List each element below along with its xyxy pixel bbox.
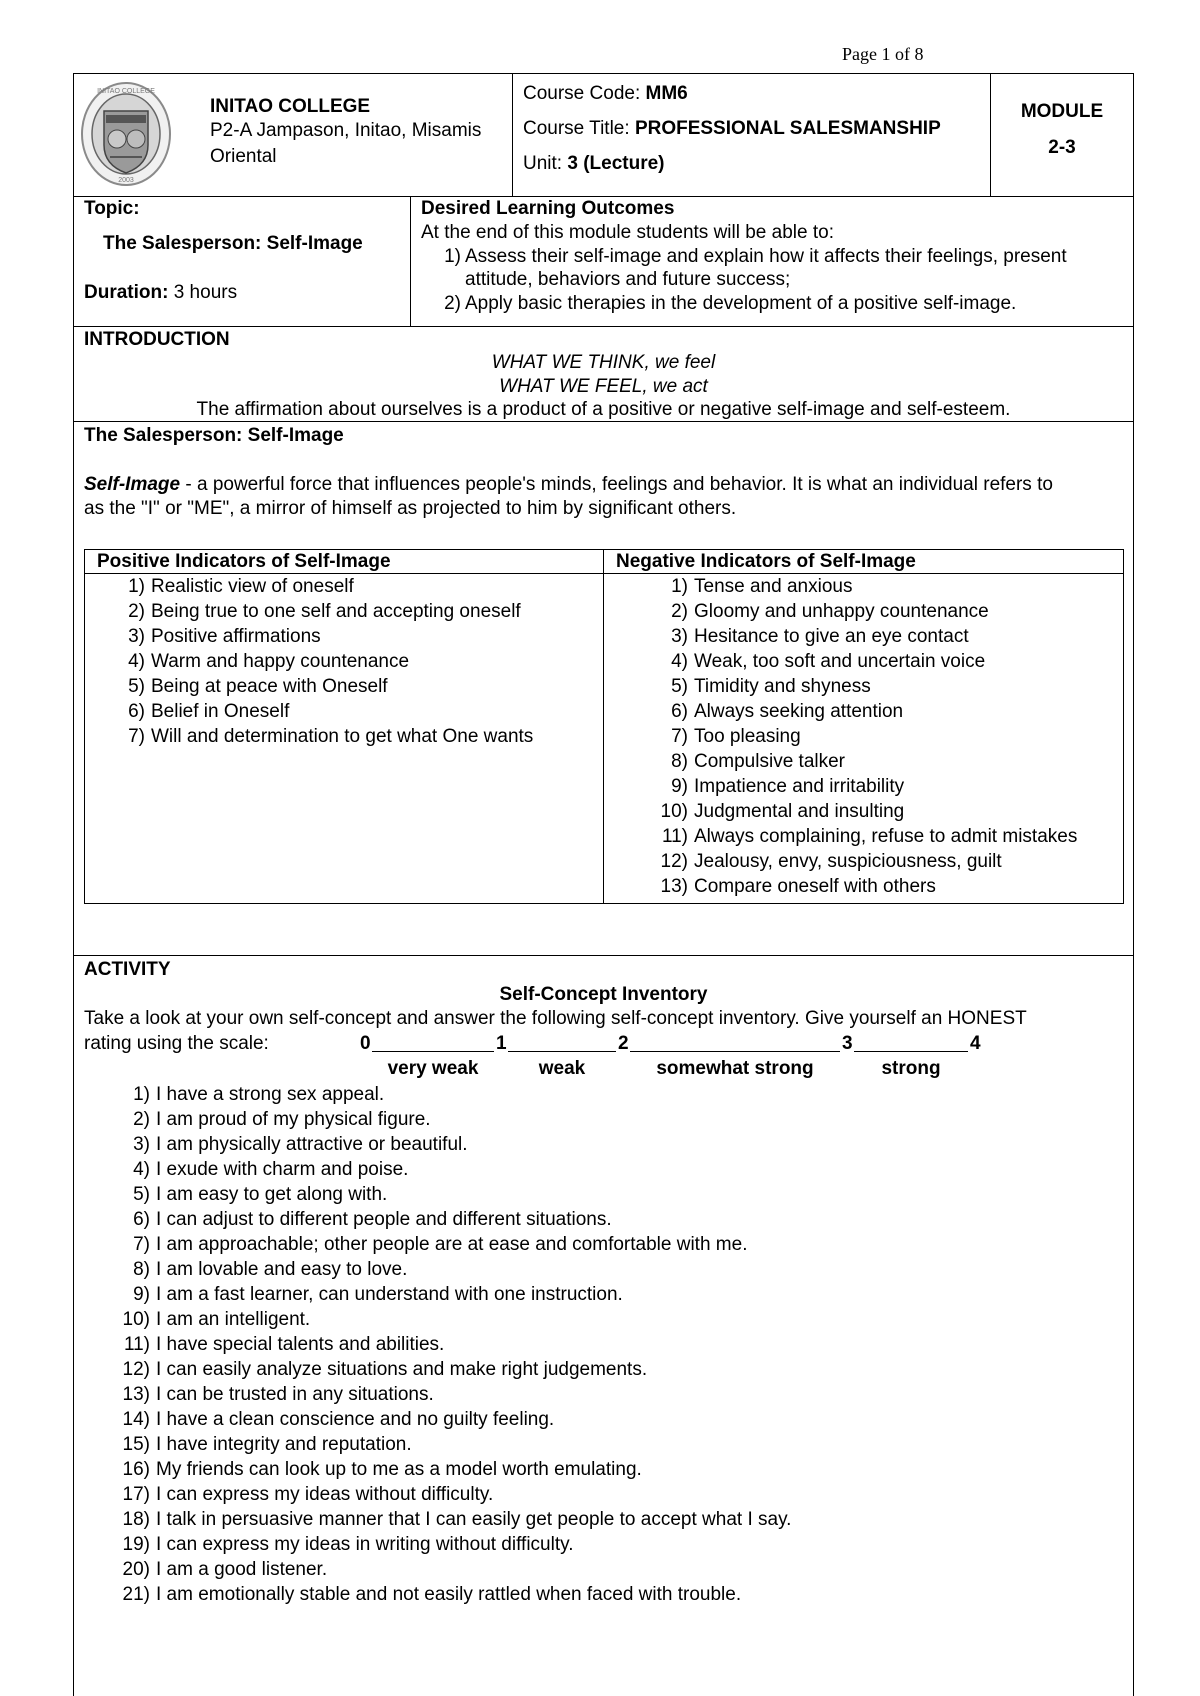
course-code-value: MM6	[645, 83, 688, 104]
indicators-table	[84, 549, 1124, 904]
list-item	[84, 1582, 791, 1607]
item-text: I have integrity and reputation.	[156, 1434, 412, 1455]
list-item	[84, 1082, 791, 1107]
rule-top	[73, 73, 1134, 74]
list-item	[84, 1507, 791, 1532]
item-text: I am physically attractive or beautiful.	[156, 1134, 468, 1155]
item-text: Tense and anxious	[694, 576, 853, 597]
item-number: 10)	[660, 801, 688, 822]
item-number: 7)	[133, 1234, 150, 1255]
list-item	[121, 574, 603, 599]
item-number: 6)	[133, 1209, 150, 1230]
item-text: My friends can look up to me as a model worth emulating.	[156, 1459, 642, 1480]
scale-line	[508, 1051, 616, 1052]
list-item	[84, 1307, 791, 1332]
rule-topic-divider	[410, 196, 411, 326]
negative-indicators-header: Negative Indicators of Self-Image	[604, 550, 1124, 574]
item-number: 13)	[660, 876, 688, 897]
item-text: I am proud of my physical figure.	[156, 1109, 431, 1130]
rule-content-bottom	[73, 955, 1134, 956]
scale-number-3: 3	[842, 1033, 853, 1054]
college-seal-logo	[80, 81, 172, 187]
course-title	[523, 118, 941, 141]
list-item	[648, 724, 1123, 749]
list-item	[648, 649, 1123, 674]
outcome-number: 1)	[444, 246, 461, 267]
unit	[523, 153, 665, 176]
item-text: Belief in Oneself	[151, 701, 290, 722]
topic-label: Topic:	[84, 198, 140, 219]
list-item	[648, 624, 1123, 649]
outcome-text-line1: Apply basic therapies in the development of a positive self-image.	[465, 293, 1017, 314]
introduction-line2: WHAT WE FEEL, we act	[499, 376, 708, 397]
item-text: I am easy to get along with.	[156, 1184, 388, 1205]
list-item	[84, 1357, 791, 1382]
scale-label-weak: weak	[538, 1058, 586, 1079]
item-text: I am a good listener.	[156, 1559, 328, 1580]
list-item	[84, 1182, 791, 1207]
activity-instruction-line1: Take a look at your own self-concept and answer the following self-concept inventory. Give yourself an HONEST	[84, 1008, 1027, 1029]
item-text: Always complaining, refuse to admit mistakes	[694, 826, 1078, 847]
duration-label: Duration:	[84, 282, 169, 303]
course-title-label: Course Title:	[523, 118, 635, 139]
topic-title: The Salesperson: Self-Image	[103, 233, 363, 254]
list-item	[121, 649, 603, 674]
list-item	[84, 1482, 791, 1507]
outcomes-intro: At the end of this module students will be able to:	[421, 222, 834, 243]
inventory-list	[84, 1082, 791, 1607]
seal-text-top: INITAO COLLEGE	[97, 88, 155, 95]
scale-line	[372, 1051, 494, 1052]
scale-label-very-weak: very weak	[387, 1058, 479, 1079]
list-item	[84, 1432, 791, 1457]
unit-label: Unit:	[523, 153, 568, 174]
item-number: 4)	[128, 651, 145, 672]
item-text: I have special talents and abilities.	[156, 1334, 445, 1355]
item-text: Warm and happy countenance	[151, 651, 410, 672]
item-text: Realistic view of oneself	[151, 576, 354, 597]
item-number: 12)	[122, 1359, 150, 1380]
item-number: 1)	[671, 576, 688, 597]
item-number: 14)	[122, 1409, 150, 1430]
outcome-number: 2)	[444, 293, 461, 314]
item-number: 3)	[133, 1134, 150, 1155]
list-item	[121, 699, 603, 724]
item-text: I exude with charm and poise.	[156, 1159, 409, 1180]
item-number: 11)	[123, 1334, 150, 1355]
item-number: 13)	[122, 1384, 150, 1405]
list-item	[84, 1557, 791, 1582]
self-image-definition-line1: - a powerful force that influences people's minds, feelings and behavior. It is what an individual refers to	[180, 474, 1053, 495]
activity-heading: ACTIVITY	[84, 959, 171, 980]
list-item	[84, 1382, 791, 1407]
item-number: 1)	[128, 576, 145, 597]
item-text: I talk in persuasive manner that I can easily get people to accept what I say.	[156, 1509, 792, 1530]
seal-year: 2003	[118, 177, 134, 184]
unit-value: 3 (Lecture)	[567, 153, 665, 174]
item-text: Jealousy, envy, suspiciousness, guilt	[694, 851, 1002, 872]
activity-title: Self-Concept Inventory	[499, 984, 708, 1005]
item-number: 2)	[133, 1109, 150, 1130]
list-item	[648, 749, 1123, 774]
item-number: 20)	[122, 1559, 150, 1580]
item-number: 8)	[671, 751, 688, 772]
item-text: Timidity and shyness	[694, 676, 871, 697]
outcome-text-line1: Assess their self-image and explain how it affects their feelings, present	[465, 246, 1067, 267]
list-item	[84, 1532, 791, 1557]
list-item	[84, 1207, 791, 1232]
list-item	[84, 1457, 791, 1482]
item-number: 12)	[660, 851, 688, 872]
item-text: Compare oneself with others	[694, 876, 936, 897]
rule-header-divider-1	[512, 73, 513, 196]
duration	[84, 282, 237, 305]
item-number: 11)	[661, 826, 688, 847]
introduction-line1: WHAT WE THINK, we feel	[491, 352, 716, 373]
item-text: Judgmental and insulting	[694, 801, 905, 822]
list-item	[648, 674, 1123, 699]
list-item	[84, 1257, 791, 1282]
list-item	[648, 774, 1123, 799]
page-number: Page 1 of 8	[842, 44, 924, 64]
item-text: I can be trusted in any situations.	[156, 1384, 434, 1405]
item-text: Gloomy and unhappy countenance	[694, 601, 989, 622]
self-image-definition-line2: as the "I" or "ME", a mirror of himself as projected to him by significant others.	[84, 498, 737, 519]
item-text: Will and determination to get what One wants	[151, 726, 534, 747]
list-item	[84, 1332, 791, 1357]
list-item	[648, 849, 1123, 874]
item-number: 17)	[122, 1484, 150, 1505]
item-number: 4)	[671, 651, 688, 672]
list-item	[84, 1407, 791, 1432]
scale-number-1: 1	[496, 1033, 507, 1054]
scale-number-0: 0	[360, 1033, 371, 1054]
outcome-item-2	[421, 293, 1016, 316]
item-number: 2)	[671, 601, 688, 622]
list-item	[648, 799, 1123, 824]
item-number: 16)	[122, 1459, 150, 1480]
item-number: 5)	[128, 676, 145, 697]
item-text: I am an intelligent.	[156, 1309, 311, 1330]
college-address-line2: Oriental	[210, 146, 277, 167]
item-number: 9)	[133, 1284, 150, 1305]
outcomes-heading: Desired Learning Outcomes	[421, 198, 675, 219]
item-number: 7)	[128, 726, 145, 747]
outcome-text-line2: attitude, behaviors and future success;	[465, 268, 791, 290]
item-text: Being at peace with Oneself	[151, 676, 388, 697]
introduction-line3: The affirmation about ourselves is a product of a positive or negative self-image and self-esteem.	[196, 399, 1011, 420]
item-number: 5)	[133, 1184, 150, 1205]
self-image-term: Self-Image	[84, 474, 181, 495]
list-item	[121, 624, 603, 649]
list-item	[648, 699, 1123, 724]
item-text: I am emotionally stable and not easily rattled when faced with trouble.	[156, 1584, 742, 1605]
self-image-heading: The Salesperson: Self-Image	[84, 425, 344, 446]
item-text: Being true to one self and accepting oneself	[151, 601, 521, 622]
module-number: 2-3	[1048, 137, 1076, 158]
outcome-item-1	[421, 246, 1126, 292]
item-number: 9)	[671, 776, 688, 797]
scale-number-4: 4	[970, 1033, 981, 1054]
introduction-heading: INTRODUCTION	[84, 329, 230, 350]
list-item	[648, 599, 1123, 624]
course-code	[523, 83, 688, 106]
item-text: I am lovable and easy to love.	[156, 1259, 408, 1280]
activity-instruction-line2: rating using the scale:	[84, 1033, 269, 1054]
item-number: 7)	[671, 726, 688, 747]
course-title-value: PROFESSIONAL SALESMANSHIP	[634, 118, 941, 139]
list-item	[648, 824, 1123, 849]
scale-number-2: 2	[618, 1033, 629, 1054]
list-item	[84, 1132, 791, 1157]
course-code-label: Course Code:	[523, 83, 646, 104]
positive-indicators-cell	[85, 574, 604, 904]
item-number: 3)	[128, 626, 145, 647]
item-number: 6)	[671, 701, 688, 722]
rule-header-divider-2	[990, 73, 991, 196]
list-item	[84, 1107, 791, 1132]
rule-topic-bottom	[73, 326, 1134, 327]
item-text: I have a strong sex appeal.	[156, 1084, 385, 1105]
item-number: 4)	[133, 1159, 150, 1180]
college-address-line1: P2-A Jampason, Initao, Misamis	[210, 120, 482, 141]
item-text: Weak, too soft and uncertain voice	[694, 651, 986, 672]
item-number: 19)	[122, 1534, 150, 1555]
list-item	[84, 1157, 791, 1182]
duration-value: 3 hours	[168, 282, 238, 303]
module-label: MODULE	[1020, 101, 1104, 122]
scale-label-strong: strong	[881, 1058, 941, 1079]
scale-line	[854, 1051, 968, 1052]
item-text: I can express my ideas in writing without difficulty.	[156, 1534, 574, 1555]
list-item	[84, 1282, 791, 1307]
list-item	[121, 724, 603, 749]
scale-label-somewhat-strong: somewhat strong	[656, 1058, 814, 1079]
list-item	[648, 574, 1123, 599]
scale-line	[630, 1051, 840, 1052]
list-item	[648, 874, 1123, 899]
item-number: 1)	[133, 1084, 150, 1105]
item-text: Compulsive talker	[694, 751, 845, 772]
item-text: I am approachable; other people are at ease and comfortable with me.	[156, 1234, 748, 1255]
positive-indicators-header: Positive Indicators of Self-Image	[85, 550, 604, 574]
self-image-definition	[84, 474, 1053, 497]
item-number: 18)	[122, 1509, 150, 1530]
item-number: 10)	[122, 1309, 150, 1330]
rule-header-bottom	[73, 196, 1134, 197]
item-text: Impatience and irritability	[694, 776, 905, 797]
item-text: Too pleasing	[694, 726, 801, 747]
item-text: I can express my ideas without difficulty.	[156, 1484, 494, 1505]
item-text: Positive affirmations	[151, 626, 321, 647]
negative-indicators-cell	[604, 574, 1124, 904]
item-text: Hesitance to give an eye contact	[694, 626, 969, 647]
negative-indicators-list	[604, 574, 1123, 899]
item-text: I am a fast learner, can understand with one instruction.	[156, 1284, 623, 1305]
item-number: 15)	[122, 1434, 150, 1455]
item-number: 2)	[128, 601, 145, 622]
college-name: INITAO COLLEGE	[210, 96, 371, 117]
list-item	[121, 599, 603, 624]
list-item	[84, 1232, 791, 1257]
item-number: 3)	[671, 626, 688, 647]
item-text: I can easily analyze situations and make right judgements.	[156, 1359, 648, 1380]
item-number: 5)	[671, 676, 688, 697]
positive-indicators-list	[85, 574, 603, 749]
item-text: Always seeking attention	[694, 701, 904, 722]
item-number: 21)	[122, 1584, 150, 1605]
item-text: I can adjust to different people and different situations.	[156, 1209, 612, 1230]
item-number: 6)	[128, 701, 145, 722]
item-text: I have a clean conscience and no guilty feeling.	[156, 1409, 555, 1430]
list-item	[121, 674, 603, 699]
item-number: 8)	[133, 1259, 150, 1280]
